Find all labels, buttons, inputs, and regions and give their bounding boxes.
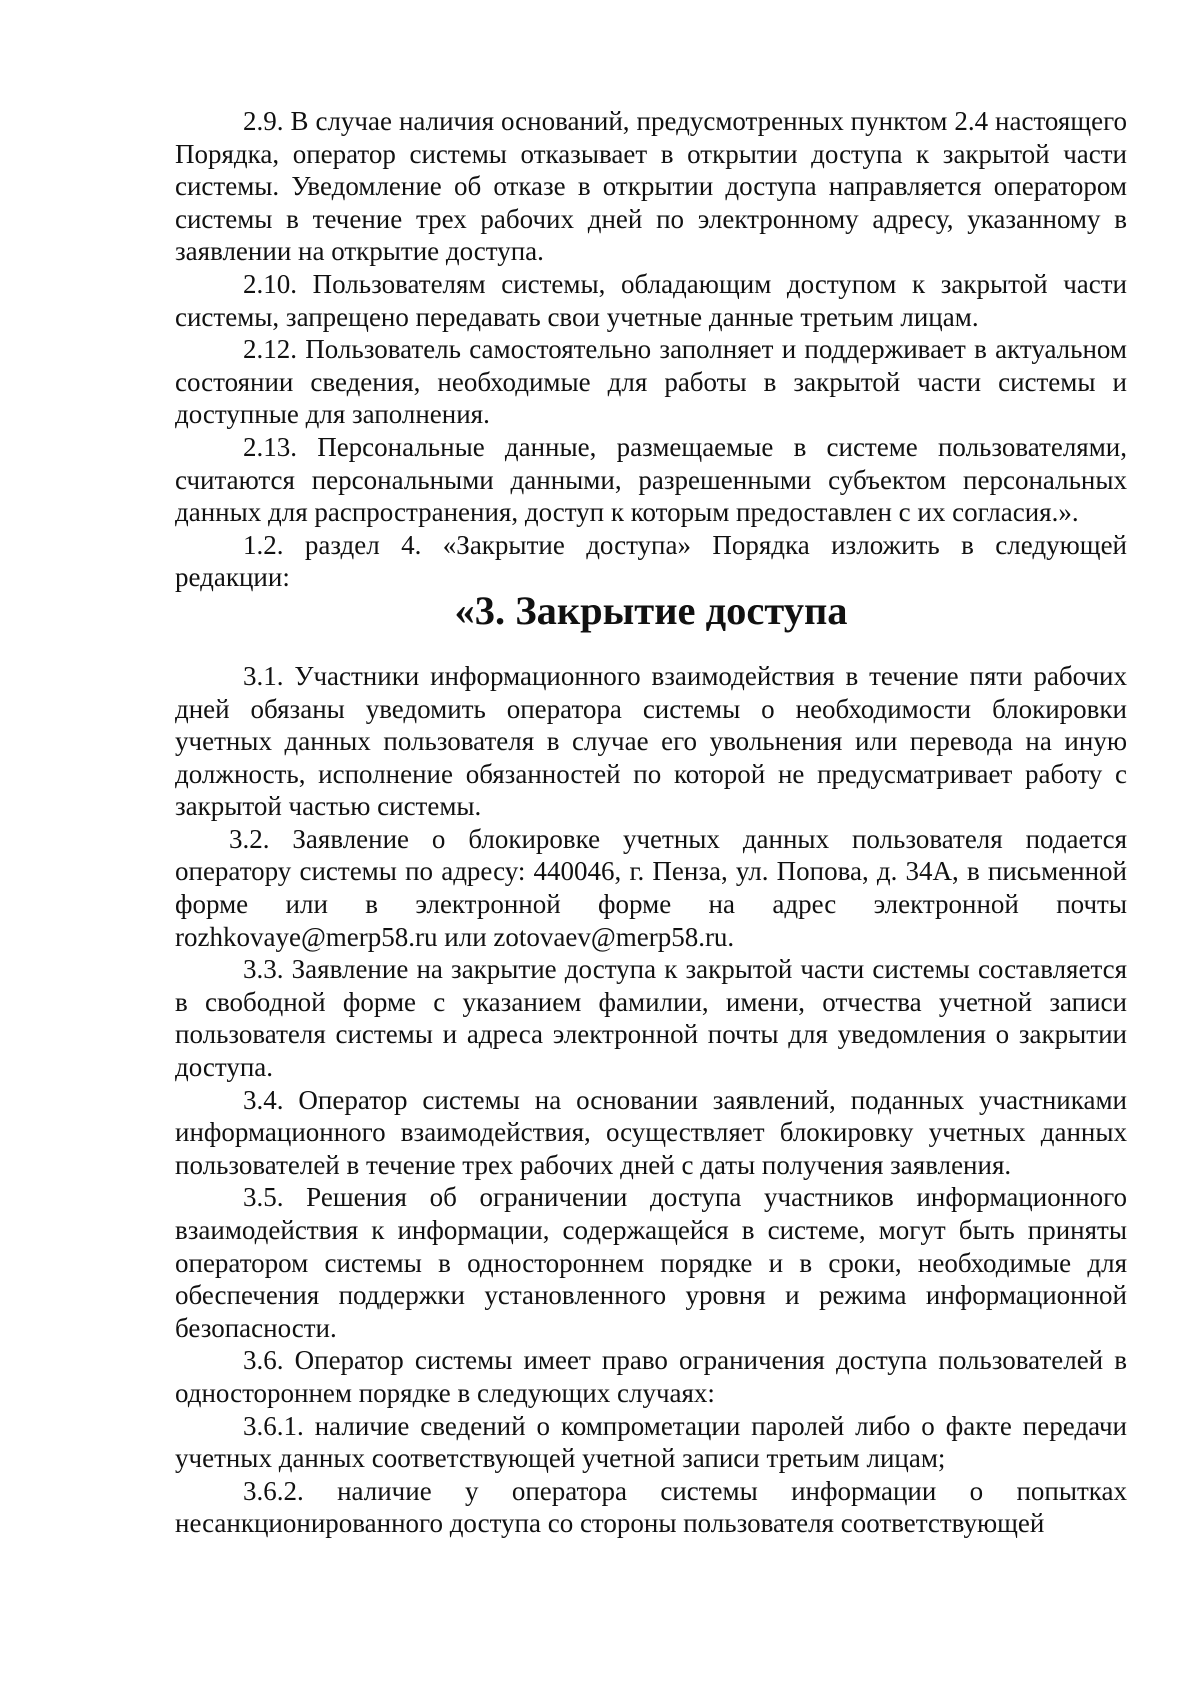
document-page [175, 105, 1127, 1540]
paragraph-3-6-2: 3.6.2. наличие у оператора системы информации о попытках несанкционированного доступа со стороны пользователя соответствующей [175, 1475, 1127, 1539]
paragraph-2-13: 2.13. Персональные данные, размещаемые в системе пользователями, считаются персональными данными, разрешенными субъектом персональных данных для распространения, доступ к которым предоставлен с их согласия.». [175, 431, 1127, 528]
paragraph-2-9: 2.9. В случае наличия оснований, предусмотренных пунктом 2.4 настоящего Порядка, оператор системы отказывает в открытии доступа к закрытой части системы. Уведомление об отказе в открытии доступа направляется оператором системы в течение трех рабочих дней по электронному адресу, указанному в заявлении на открытие доступа. [175, 106, 1127, 267]
paragraph-3-5: 3.5. Решения об ограничении доступа участников информационного взаимодействия к информации, содержащейся в системе, могут быть приняты оператором системы в одностороннем порядке и в сроки, необходимые для обеспечения поддержки установленного уровня и режима информационной безопасности. [175, 1182, 1127, 1343]
paragraph-3-6: 3.6. Оператор системы имеет право ограничения доступа пользователей в одностороннем порядке в следующих случаях: [175, 1345, 1127, 1408]
paragraph-3-1: 3.1. Участники информационного взаимодействия в течение пяти рабочих дней обязаны уведомить оператора системы о необходимости блокировки учетных данных пользователя в случае его увольнения или перевода на иную должность, исполнение обязанностей по которой не предусматривает работу с закрытой частью системы. [175, 660, 1127, 822]
paragraph-1-2: 1.2. раздел 4. «Закрытие доступа» Порядка изложить в следующей редакции: [175, 529, 1127, 593]
paragraph-2-10: 2.10. Пользователям системы, обладающим доступом к закрытой части системы, запрещено передавать свои учетные данные третьим лицам. [175, 268, 1127, 332]
paragraph-3-3: 3.3. Заявление на закрытие доступа к закрытой части системы составляется в свободной форме с указанием фамилии, имени, отчества учетной записи пользователя системы и адреса электронной почты для уведомления о закрытии доступа. [175, 954, 1127, 1083]
paragraph-3-6-1: 3.6.1. наличие сведений о компрометации паролей либо о факте передачи учетных данных соответствующей учетной записи третьим лицам; [175, 1410, 1127, 1474]
paragraph-2-12: 2.12. Пользователь самостоятельно заполняет и поддерживает в актуальном состоянии сведения, необходимые для работы в закрытой части системы и доступные для заполнения. [175, 334, 1127, 430]
paragraph-3-2: 3.2. Заявление о блокировке учетных данных пользователя подается оператору системы по адресу: 440046, г. Пенза, ул. Попова, д. 34А, в письменной форме или в электронной форме на адрес электронной почты rozhkovaye@merp58.ru или zotovaev@merp58.ru. [175, 823, 1127, 952]
paragraph-3-4: 3.4. Оператор системы на основании заявлений, поданных участниками информационного взаимодействия, осуществляет блокировку учетных данных пользователей в течение трех рабочих дней с даты получения заявления. [175, 1084, 1127, 1180]
section-heading: «3. Закрытие доступа [454, 587, 848, 633]
